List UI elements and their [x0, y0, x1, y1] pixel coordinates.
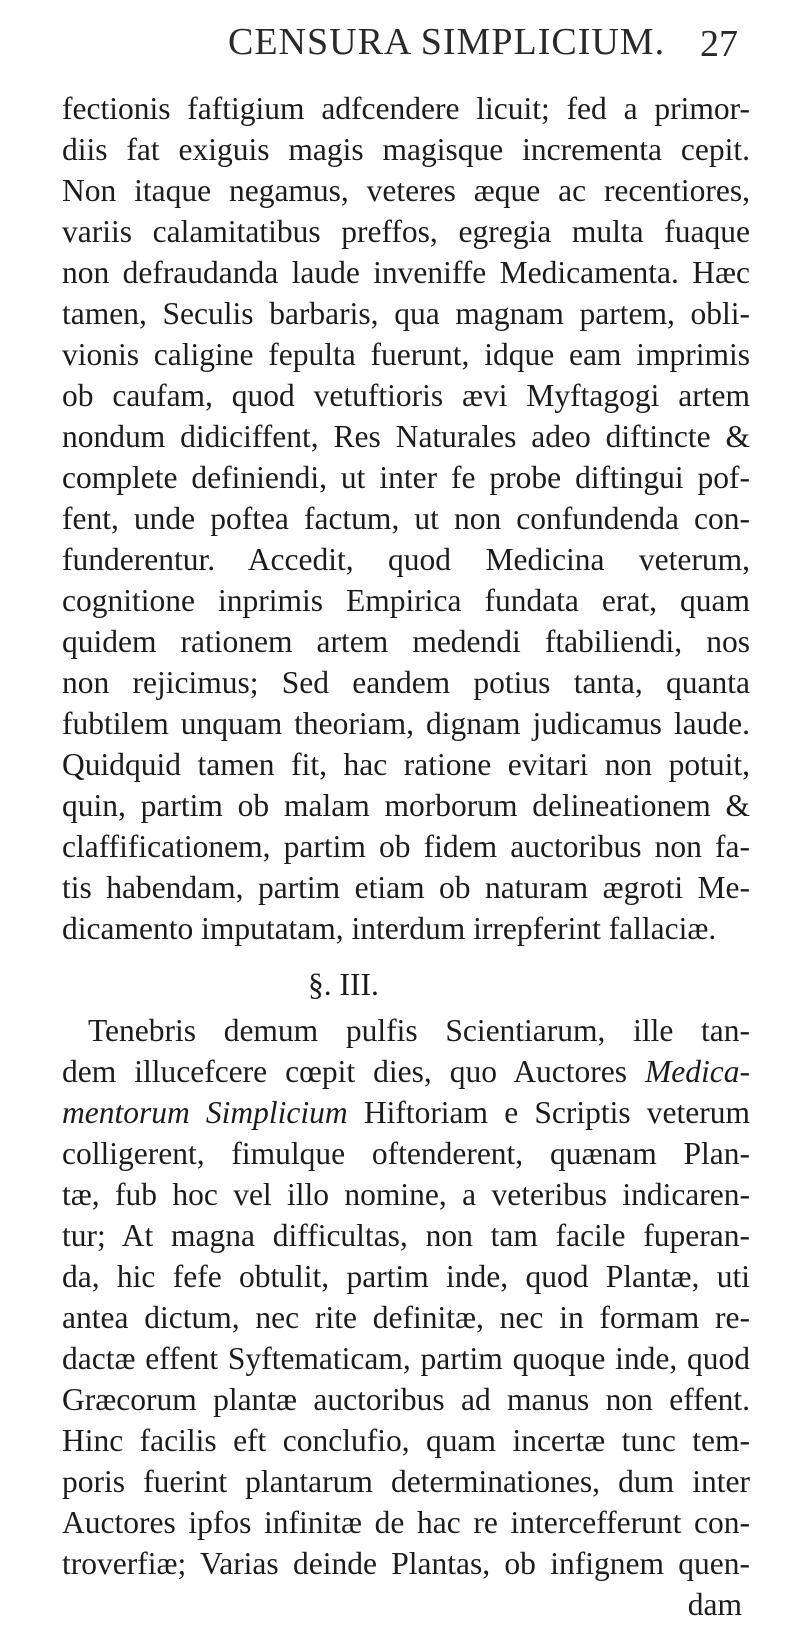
text-line: Non itaque negamus, veteres æque ac recentiores, — [62, 173, 750, 208]
text-line: tamen, Seculis barbaris, qua magnam partem, obli- — [62, 296, 750, 331]
paragraph-1 — [62, 88, 750, 949]
text-line: da, hic fefe obtulit, partim inde, quod Plantæ, uti — [62, 1259, 750, 1294]
body-text — [62, 88, 750, 1625]
running-head — [62, 0, 750, 88]
text-line: Tenebris demum pulfis Scientiarum, ille tan- — [88, 1013, 750, 1048]
text-line: fent, unde poftea factum, ut non confundenda con- — [62, 501, 750, 536]
text-line: Hinc facilis eft conclufio, quam incertæ tunc tem- — [62, 1423, 750, 1458]
text-line: antea dictum, nec rite definitæ, nec in formam re- — [62, 1300, 750, 1335]
text-line: tis habendam, partim etiam ob naturam ægroti Me- — [62, 870, 750, 905]
text-line: Græcorum plantæ auctoribus ad manus non effent. — [62, 1382, 750, 1417]
text-line: funderentur. Accedit, quod Medicina veterum, — [62, 542, 750, 577]
section-heading: §. III. — [308, 967, 379, 1002]
running-title: CENSURA SIMPLICIUM. — [228, 21, 666, 63]
text-line: fubtilem unquam theoriam, dignam judicamus laude. — [62, 706, 750, 741]
text-run: dem illucefcere cœpit dies, quo Auctores — [62, 1054, 628, 1089]
text-line: complete definiendi, ut inter fe probe diftingui pof- — [62, 460, 750, 495]
catchword: dam — [687, 1587, 742, 1622]
text-line: fectionis faftigium adfcendere licuit; fed a primor- — [62, 91, 750, 126]
text-line: dicamento imputatam, interdum irrepferint fallaciæ. — [62, 911, 717, 946]
paragraph-2 — [62, 1010, 750, 1625]
text-line: Auctores ipfos infinitæ de hac re intercefferunt con- — [62, 1505, 750, 1540]
text-line: ob caufam, quod vetuftioris ævi Myftagogi artem — [62, 378, 750, 413]
text-line: tæ, fub hoc vel illo nomine, a veteribus indicaren- — [62, 1177, 750, 1212]
text-line: tur; At magna difficultas, non tam facile fuperan- — [62, 1218, 750, 1253]
text-line: diis fat exiguis magis magisque incrementa cepit. — [62, 132, 750, 167]
text-line: vionis caligine fepulta fuerunt, idque eam imprimis — [62, 337, 750, 372]
text-line — [62, 1092, 750, 1133]
text-line: claffificationem, partim ob fidem auctoribus non fa- — [62, 829, 750, 864]
text-line: troverfiæ; Varias deinde Plantas, ob infignem quen- — [62, 1546, 750, 1581]
text-line: quin, partim ob malam morborum delineationem & — [62, 788, 750, 823]
text-line: non defraudanda laude inveniffe Medicamenta. Hæc — [62, 255, 750, 290]
text-line: variis calamitatibus preffos, egregia multa fuaque — [62, 214, 750, 249]
text-line: dactæ effent Syftematicam, partim quoque inde, quod — [62, 1341, 750, 1376]
italic-title-run: Medica- — [645, 1054, 750, 1089]
text-line: Quidquid tamen fit, hac ratione evitari non potuit, — [62, 747, 750, 782]
text-run: Hiftoriam e Scriptis veterum — [363, 1095, 750, 1130]
text-line: nondum didiciffent, Res Naturales adeo diftincte & — [62, 419, 750, 454]
text-line: colligerent, fimulque oftenderent, quænam Plan- — [62, 1136, 750, 1171]
text-line: cognitione inprimis Empirica fundata erat, quam — [62, 583, 750, 618]
italic-title-run: mentorum Simplicium — [62, 1095, 348, 1130]
text-line: poris fuerint plantarum determinationes, dum inter — [62, 1464, 750, 1499]
page-number: 27 — [700, 23, 738, 65]
text-line: quidem rationem artem medendi ftabiliendi, nos — [62, 624, 750, 659]
text-line: non rejicimus; Sed eandem potius tanta, quanta — [62, 665, 750, 700]
text-line — [62, 1051, 750, 1092]
